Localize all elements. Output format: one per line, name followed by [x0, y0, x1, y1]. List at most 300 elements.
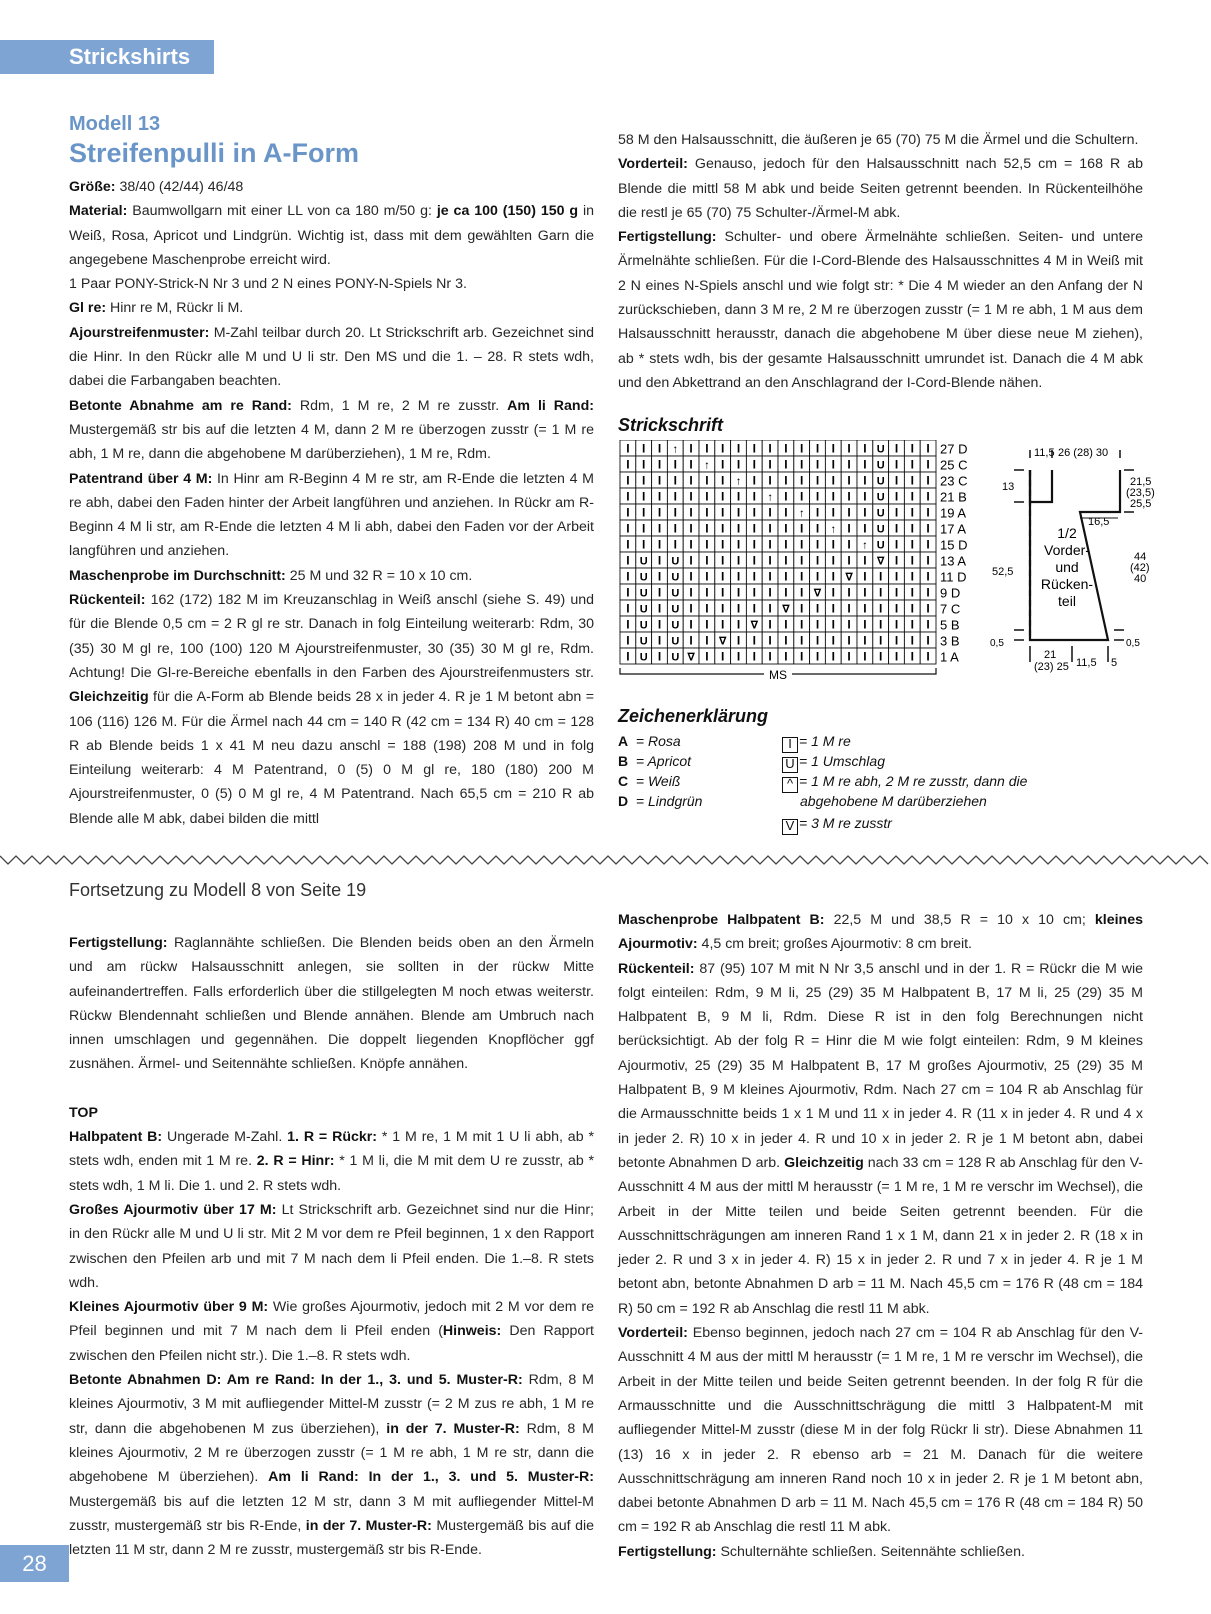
- chart-symbol: ↑: [767, 491, 773, 504]
- chart-symbol: I: [736, 617, 741, 632]
- chart-symbol: I: [689, 601, 693, 616]
- chart-symbol: U: [671, 571, 680, 584]
- chart-symbol: I: [831, 473, 835, 488]
- chart-symbol: I: [894, 489, 899, 504]
- chart-symbol: I: [626, 585, 630, 600]
- chart-symbol: U: [876, 459, 885, 472]
- chart-symbol: I: [926, 569, 930, 584]
- chart-symbol: U: [639, 619, 648, 632]
- k3tog-icon: V: [782, 819, 798, 835]
- chart-symbol: I: [657, 569, 662, 584]
- chart-symbol: I: [847, 441, 851, 456]
- chart-symbol: U: [639, 635, 648, 648]
- chart-symbol: I: [752, 473, 756, 488]
- chart-symbol: I: [721, 553, 725, 568]
- chart-symbol: I: [721, 569, 725, 584]
- chart-row-label: 7 C: [940, 601, 961, 617]
- chart-symbol: I: [721, 537, 725, 552]
- chart-symbol: I: [926, 649, 930, 664]
- chart-symbol: ∇: [813, 587, 822, 600]
- chart-symbol: I: [721, 441, 725, 456]
- chart-symbol: I: [626, 473, 630, 488]
- chart-symbol: I: [800, 617, 804, 632]
- chart-symbol: I: [768, 585, 772, 600]
- chart-symbol: I: [910, 649, 914, 664]
- chart-symbol: I: [673, 521, 677, 536]
- chart-symbol: I: [705, 601, 709, 616]
- chart-symbol: I: [815, 457, 820, 472]
- chart-symbol: I: [926, 505, 930, 520]
- chart-symbol: I: [815, 649, 820, 664]
- dim-bottom-21: 21: [1044, 649, 1057, 661]
- chart-symbol: I: [863, 633, 867, 648]
- chart-symbol: I: [642, 537, 646, 552]
- model-title: Streifenpulli in A-Form: [69, 138, 359, 168]
- chart-symbol: I: [657, 473, 662, 488]
- chart-symbol: I: [626, 505, 630, 520]
- chart-symbol: I: [815, 489, 820, 504]
- chart-symbol: U: [876, 523, 885, 536]
- chart-row-label: 11 D: [940, 569, 967, 585]
- chart-symbol: I: [626, 601, 630, 616]
- chart-symbol: I: [863, 585, 867, 600]
- chart-symbol: I: [879, 585, 883, 600]
- page-number: 28: [0, 1545, 69, 1582]
- chart-symbol: U: [671, 619, 680, 632]
- chart-symbol: I: [831, 489, 835, 504]
- chart-symbol: I: [721, 521, 725, 536]
- chart-symbol: I: [689, 457, 693, 472]
- dim-right-44: 44: [1134, 551, 1147, 563]
- zigzag-divider: [0, 852, 1211, 868]
- chart-symbol: I: [926, 601, 930, 616]
- chart-symbol: I: [815, 473, 820, 488]
- chart-symbol: I: [910, 601, 914, 616]
- chart-symbol: I: [800, 521, 804, 536]
- chart-symbol: I: [736, 505, 741, 520]
- chart-symbol: I: [673, 457, 677, 472]
- chart-symbol: I: [894, 601, 899, 616]
- chart-symbol: I: [863, 521, 867, 536]
- chart-symbol: I: [752, 569, 756, 584]
- chart-symbol: I: [768, 617, 772, 632]
- model-left-column: Größe: 38/40 (42/44) 46/48 Material: Baumwollgarn mit einer LL von ca 180 m/50 g: je ca 100 (150) 150 g in Weiß, Rosa, Apricot und Lindgrün. Wichtig ist, dass mit dem gewählten Garn die angegebene Maschenprobe erreicht wird. 1 Paar PONY-Strick-N Nr 3 und 2 N eines PONY-N-Spiels Nr 3. Gl re: Hinr re M, Rückr li M. Ajourstreifenmuster: M-Zahl teilbar durch 20. Lt Strickschrift arb. Gezeichnet sind die Hinr. In den Rückr alle M und U li str. Den MS und die 1. – 28. R stets wdh, dabei die Farbangaben beachten. Betonte Abnahme am re Rand: Rdm, 1 M re, 2 M re zusstr. Am li Rand: Mustergemäß str bis auf die letzten 4 M, dann 2 M re überzogen zusstr (= 1 M re abh, 1 M re, dann die abgehobene M darüberziehen), 1 M re, Rdm. Patentrand über 4 M: In Hinr am R-Beginn 4 M re str, am R-Ende die letzten 4 M re abh, dabei den Faden hinter der Arbeit langführen und anziehen. In Rückr am R-Beginn 4 M li str, am R-Ende die letzten 4 M li abh, dabei den Faden vor der Arbeit langführen und anziehen. Maschenprobe im Durchschnitt: 25 M und 32 R = 10 x 10 cm. Rückenteil: 162 (172) 182 M im Kreuzanschlag in Weiß anschl (siehe S. 49) und für die Blende 0,5 cm = 2 R gl re str. Danach in folg Einteilung weiterarb: Rdm, 30 (35) 30 M gl re, 100 (100) 120 M Ajourstreifenmuster, 30 (35) 30 M gl re, Rdm. Achtung! Die Gl-re-Bereiche ebenfalls in den Farben des Ajourstreifenmusters str. Gleichzeitig für die A-Form ab Blende beids 28 x in jeder 4. R je 1 M betont abn = 106 (116) 126 M. Für die Ärmel nach 44 cm = 140 R (42 cm = 134 R) 40 cm = 128 R ab Blende beids 1 x 41 M neu dazu anschl = 188 (198) 208 M und in folg Einteilung weiterarb: 4 M Patentrand, 0 (5) 0 M gl re, 180 (180) 200 M Ajourstreifenmuster, 0 (5) 0 M gl re, 4 M Patentrand. Nach 65,5 cm = 210 R ab Blende alle M abk, dabei bilden die mittl: [69, 179, 595, 827]
- chart-symbol: I: [784, 537, 788, 552]
- chart-row-label: 25 C: [940, 457, 968, 473]
- dim-right-40: 40: [1134, 573, 1147, 585]
- chart-symbol: I: [784, 441, 788, 456]
- chart-symbol: U: [671, 603, 680, 616]
- chart-symbol: I: [705, 505, 709, 520]
- model-right-column: 58 M den Halsausschnitt, die äußeren je 65 (70) 75 M die Ärmel und die Schultern. Vorderteil: Genauso, jedoch für den Halsausschnitt nach 52,5 cm = 168 R ab Blende die mittl 58 M abk und beide Seiten getrennt beenden. In Rückenteilhöhe die restl je 65 (70) 75 Schulter-/Ärmel-M abk. Fertigstellung: Schulter- und obere Ärmelnähte schließen. Seiten- und untere Ärmelnähte schließen. Für die I-Cord-Blende des Halsausschnittes 4 M in Weiß mit 2 N eines N-Spiels anschl und wie folgt str: * Die 4 M wieder an den Anfang der N zurückschieben, dann 3 M re, 2 M re überzogen zusstr (= 1 M re abh, 1 M aus dem Halsausschnitt herausstr, danach die abgehobene M über diese neue M ziehen), ab * stets wdh, bis der gesamte Halsausschnitt umrundet ist. Danach die 4 M abk und den Abkettrand an den Anschlagrand der I-Cord-Blende nähen.: [618, 132, 1143, 391]
- dim-right-1: 21,5: [1130, 476, 1152, 488]
- chart-symbol: I: [926, 441, 930, 456]
- chart-symbol: I: [657, 521, 662, 536]
- chart-symbol: I: [815, 441, 820, 456]
- chart-symbol: I: [831, 537, 835, 552]
- chart-symbol: I: [815, 601, 820, 616]
- chart-symbol: I: [768, 537, 772, 552]
- chart-symbol: I: [910, 617, 914, 632]
- chart-symbol: I: [626, 569, 630, 584]
- chart-symbol: I: [910, 473, 914, 488]
- chart-symbol: I: [894, 441, 899, 456]
- continuation-right-column: Maschenprobe Halbpatent B: 22,5 M und 38,5 R = 10 x 10 cm; kleines Ajourmotiv: 4,5 cm breit; großes Ajourmotiv: 8 cm breit. Rückenteil: 87 (95) 107 M mit N Nr 3,5 anschl und in der 1. R = Rückr die M wie folgt einteilen: Rdm, 9 M li, 25 (29) 35 M Halbpatent B, 17 M li, 25 (29) 35 M Halbpatent B, 9 M li, Rdm. Diese R ist in den folg Berechnungen nicht berücksichtigt. Ab der folg R = Hinr die M wie folgt einteilen: Rdm, 9 M kleines Ajourmotiv, 25 (29) 35 M Halbpatent B, 17 M großes Ajourmotiv, 25 (29) 35 M Halbpatent B, 9 M kleines Ajourmotiv, Rdm. Nach 27 cm = 104 R ab Anschlag für die Armausschnitte beids 1 x 1 M und 11 x in jeder 4. R (11 x in jeder 4. R und 4 x in jeder 2. R) 10 x in jeder 4. R und 10 x in jeder 2. R je 1 M betont abn, dabei betonte Abnahmen D arb. Gleichzeitig nach 33 cm = 128 R ab Anschlag für den V-Ausschnitt 4 M aus der mittl M herausstr (= 1 M re, 1 M re verschr im Wechsel), die Arbeit in der Mitte teilen und beide Seiten getrennt beenden. Für die Ausschnittschrägungen am inneren Rand 1 x 1 M, dann 21 x in jeder 2. R (18 x in jeder 2. R und 3 x in jeder 4. R) 15 x in jeder 2. R und 7 x in jeder 4. R je 1 M betont abn, betonte Abnahmen D arb = 11 M. Nach 45,5 cm = 176 R (48 cm = 184 R) 50 cm = 192 R ab Anschlag die restl 11 M abk. Vorderteil: Ebenso beginnen, jedoch nach 27 cm = 104 R ab Anschlag für den V-Ausschnitt 4 M aus der mittl M herausstr (= 1 M re, 1 M re verschr im Wechsel), die Arbeit in der Mitte teilen und beide Seiten getrennt beenden. In der folg R für die Armausschnitte und die Ausschnittschrägung die mittl 3 Halbpatent-M mit aufliegender Mittel-M zusstr (diese M in der folg Rückr li str). Diese Abnahmen 11 (13) 16 x in jeder 2. R ebenso arb = 21 M. Danach für die weitere Ausschnittschrägung am inneren Rand noch 10 x in jeder 2. R je 1 M betont abn, dabei betonte Abnahmen D arb = 11 M. Nach 45,5 cm = 176 R (48 cm = 184 R) 50 cm = 192 R ab Anschlag die restl 11 M abk. Fertigstellung: Schulternähte schließen. Seitennähte schließen.: [618, 912, 1144, 1560]
- dim-right-42: (42): [1130, 562, 1150, 574]
- chart-symbol: I: [910, 585, 914, 600]
- dim-right-2: (23,5): [1126, 487, 1155, 499]
- chart-symbol: I: [894, 633, 899, 648]
- chart-symbol: I: [910, 537, 914, 552]
- chart-symbol: I: [768, 649, 772, 664]
- chart-symbol: I: [626, 537, 630, 552]
- chart-symbol: I: [800, 569, 804, 584]
- chart-symbol: I: [894, 473, 899, 488]
- chart-symbol: I: [847, 505, 851, 520]
- chart-symbol: I: [689, 537, 693, 552]
- chart-title: Strickschrift: [618, 415, 724, 435]
- chart-symbol: I: [689, 633, 693, 648]
- chart-symbol: I: [894, 617, 899, 632]
- chart-symbol: I: [815, 569, 820, 584]
- chart-symbol: I: [705, 617, 709, 632]
- chart-symbol: ∇: [750, 619, 759, 632]
- chart-symbol: I: [894, 521, 899, 536]
- dim-top-left: 11,5: [1034, 447, 1055, 459]
- chart-symbol: I: [847, 473, 851, 488]
- chart-symbol: I: [768, 569, 772, 584]
- chart-symbol: I: [689, 569, 693, 584]
- dim-right-3: 25,5: [1130, 498, 1152, 510]
- garment-schematic: [990, 440, 1170, 680]
- chart-symbol: I: [626, 633, 630, 648]
- chart-symbol: I: [642, 457, 646, 472]
- chart-symbol: ∇: [845, 571, 853, 584]
- chart-symbol: I: [926, 489, 930, 504]
- chart-symbol: I: [736, 441, 741, 456]
- chart-symbol: U: [671, 555, 680, 568]
- chart-symbol: I: [879, 601, 883, 616]
- chart-symbol: I: [800, 649, 804, 664]
- chart-symbol: I: [800, 457, 804, 472]
- chart-symbol: I: [784, 505, 788, 520]
- chart-symbol: ↑: [830, 523, 837, 536]
- chart-symbol: I: [847, 617, 851, 632]
- chart-row-label: 1 A: [940, 649, 959, 665]
- chart-symbol: I: [894, 537, 899, 552]
- chart-symbol: I: [784, 457, 788, 472]
- chart-symbol: ↑: [735, 475, 742, 488]
- chart-symbol: I: [847, 553, 851, 568]
- chart-symbol: I: [768, 505, 772, 520]
- chart-symbol: I: [721, 505, 725, 520]
- chart-symbol: I: [736, 521, 741, 536]
- chart-symbol: I: [721, 617, 725, 632]
- chart-symbol: I: [689, 617, 693, 632]
- chart-symbol: I: [768, 457, 772, 472]
- chart-symbol: I: [800, 553, 804, 568]
- chart-symbol: I: [657, 633, 662, 648]
- chart-symbol: I: [642, 521, 646, 536]
- repeat-label: MS: [769, 668, 787, 682]
- chart-symbol: I: [705, 521, 709, 536]
- chart-symbol: I: [784, 649, 788, 664]
- chart-symbol: I: [689, 585, 693, 600]
- chart-symbol: I: [926, 617, 930, 632]
- chart-symbol: I: [752, 489, 756, 504]
- chart-symbol: I: [784, 585, 788, 600]
- chart-symbol: I: [815, 505, 820, 520]
- chart-symbol: I: [863, 617, 867, 632]
- chart-symbol: I: [689, 441, 693, 456]
- schematic-label-2: Vorder-: [1044, 542, 1090, 558]
- chart-symbol: I: [926, 457, 930, 472]
- chart-symbol: I: [863, 505, 867, 520]
- chart-symbol: I: [626, 521, 630, 536]
- chart-symbol: I: [705, 489, 709, 504]
- chart-symbol: ∇: [687, 651, 695, 664]
- chart-symbol: I: [847, 649, 851, 664]
- chart-symbol: I: [863, 569, 867, 584]
- chart-symbol: I: [815, 553, 820, 568]
- chart-symbol: I: [721, 585, 725, 600]
- chart-symbol: I: [642, 505, 646, 520]
- chart-symbol: I: [800, 601, 804, 616]
- chart-symbol: I: [926, 553, 930, 568]
- chart-symbol: I: [831, 633, 835, 648]
- chart-row-label: 17 A: [940, 521, 967, 537]
- chart-symbol: I: [894, 457, 899, 472]
- chart-symbol: I: [721, 649, 725, 664]
- legend-title: Zeichenerklärung: [618, 706, 769, 726]
- chart-symbol: I: [910, 489, 914, 504]
- chart-symbol: I: [752, 457, 756, 472]
- chart-symbol: I: [831, 553, 835, 568]
- chart-symbol: I: [626, 457, 630, 472]
- chart-symbol: I: [784, 521, 788, 536]
- chart-symbol: I: [784, 489, 788, 504]
- chart-symbol: I: [768, 553, 772, 568]
- chart-symbol: I: [673, 505, 677, 520]
- chart-symbol: I: [721, 457, 725, 472]
- chart-row-label: 27 D: [940, 441, 968, 457]
- chart-symbol: I: [894, 569, 899, 584]
- chart-symbol: I: [894, 585, 899, 600]
- double-decrease-icon: ^: [782, 777, 798, 793]
- dim-inner-165: 16,5: [1088, 516, 1110, 528]
- chart-symbol: I: [926, 473, 930, 488]
- chart-symbol: I: [815, 537, 820, 552]
- chart-symbol: U: [639, 571, 648, 584]
- chart-symbol: I: [910, 553, 914, 568]
- chart-symbol: ∇: [782, 603, 790, 616]
- chart-symbol: I: [863, 441, 867, 456]
- chart-symbol: I: [894, 553, 899, 568]
- chart-symbol: I: [736, 553, 741, 568]
- chart-symbol: I: [752, 441, 756, 456]
- model-number: Modell 13: [69, 113, 161, 135]
- chart-symbol: U: [639, 603, 648, 616]
- chart-symbol: I: [784, 553, 788, 568]
- chart-symbol: I: [815, 521, 820, 536]
- chart-symbol: I: [863, 649, 867, 664]
- chart-symbol: I: [736, 649, 741, 664]
- knitting-chart: [618, 440, 983, 696]
- knit-stitch-icon: I: [782, 737, 798, 753]
- chart-symbol: I: [642, 473, 646, 488]
- chart-symbol: I: [626, 441, 630, 456]
- chart-symbol: I: [910, 441, 914, 456]
- chart-symbol: I: [831, 441, 835, 456]
- chart-symbol: I: [847, 537, 851, 552]
- chart-symbol: U: [639, 555, 648, 568]
- chart-symbol: I: [831, 617, 835, 632]
- chart-symbol: I: [910, 505, 914, 520]
- chart-symbol: I: [736, 601, 741, 616]
- schematic-label-4: Rücken-: [1040, 576, 1094, 592]
- chart-symbol: U: [876, 507, 885, 520]
- continuation-title: Fortsetzung zu Modell 8 von Seite 19: [69, 880, 367, 900]
- chart-symbol: I: [721, 473, 725, 488]
- chart-symbol: I: [626, 553, 630, 568]
- schematic-neckline: [1030, 470, 1052, 502]
- chart-symbol: I: [752, 649, 756, 664]
- chart-symbol: U: [876, 539, 885, 552]
- chart-symbol: I: [705, 633, 709, 648]
- chart-symbol: I: [657, 505, 662, 520]
- chart-symbol: I: [752, 601, 756, 616]
- chart-symbol: I: [847, 601, 851, 616]
- chart-symbol: I: [784, 633, 788, 648]
- chart-symbol: I: [657, 441, 662, 456]
- chart-symbol: ↑: [798, 507, 805, 520]
- chart-symbol: I: [736, 537, 741, 552]
- dim-bottom-115: 11,5: [1076, 657, 1097, 669]
- chart-symbol: I: [863, 457, 867, 472]
- chart-symbol: I: [879, 633, 883, 648]
- chart-symbol: I: [910, 521, 914, 536]
- yarn-over-icon: U: [782, 757, 798, 773]
- chart-symbol: I: [910, 633, 914, 648]
- chart-symbol: U: [639, 587, 648, 600]
- chart-symbol: I: [910, 569, 914, 584]
- chart-row-label: 23 C: [940, 473, 968, 489]
- chart-symbol: I: [847, 585, 851, 600]
- chart-symbol: U: [876, 491, 885, 504]
- chart-symbol: I: [863, 601, 867, 616]
- chart-row-label: 5 B: [940, 617, 960, 633]
- chart-row-label: 21 B: [940, 489, 967, 505]
- chart-symbol: I: [657, 649, 662, 664]
- dim-left-525: 52,5: [992, 566, 1014, 578]
- dim-bottom-23: (23) 25: [1034, 661, 1069, 673]
- chart-symbol: I: [800, 473, 804, 488]
- chart-symbol: I: [673, 537, 677, 552]
- chart-symbol: I: [657, 601, 662, 616]
- chart-symbol: I: [752, 553, 756, 568]
- chart-row-label: 19 A: [940, 505, 967, 521]
- chart-symbol: I: [800, 585, 804, 600]
- chart-symbol: I: [926, 633, 930, 648]
- chart-symbol: I: [784, 569, 788, 584]
- dim-left-05: 0,5: [990, 638, 1004, 649]
- chart-symbol: I: [926, 521, 930, 536]
- chart-symbol: I: [689, 489, 693, 504]
- chart-symbol: I: [721, 489, 725, 504]
- chart-symbol: ↑: [704, 459, 710, 472]
- chart-row-label: 15 D: [940, 537, 968, 553]
- chart-symbol: I: [657, 617, 662, 632]
- chart-symbol: I: [863, 489, 867, 504]
- chart-symbol: I: [847, 633, 851, 648]
- chart-symbol: I: [847, 521, 851, 536]
- chart-symbol: I: [657, 489, 662, 504]
- chart-symbol: I: [705, 537, 709, 552]
- chart-symbol: I: [752, 585, 756, 600]
- chart-symbol: I: [910, 457, 914, 472]
- chart-symbol: I: [831, 649, 835, 664]
- chart-symbol: I: [894, 505, 899, 520]
- chart-symbol: ↑: [862, 539, 868, 552]
- dim-right-05: 0,5: [1126, 638, 1140, 649]
- schematic-label-3: und: [1055, 559, 1079, 575]
- chart-symbol: I: [673, 473, 677, 488]
- dim-top-mid: 26 (28) 30: [1058, 447, 1109, 459]
- chart-symbol: I: [831, 505, 835, 520]
- chart-symbol: I: [847, 489, 851, 504]
- chart-symbol: U: [671, 635, 680, 648]
- chart-symbol: I: [657, 457, 662, 472]
- chart-symbol: I: [642, 489, 646, 504]
- chart-symbol: I: [705, 553, 709, 568]
- chart-symbol: I: [768, 601, 772, 616]
- chart-symbol: I: [879, 569, 883, 584]
- chart-symbol: I: [894, 649, 899, 664]
- chart-symbol: I: [831, 457, 835, 472]
- chart-symbol: I: [736, 633, 741, 648]
- chart-symbol: I: [626, 489, 630, 504]
- chart-symbol: I: [657, 553, 662, 568]
- schematic-label-1: 1/2: [1057, 525, 1077, 541]
- chart-symbol: I: [752, 521, 756, 536]
- chart-symbol: I: [705, 569, 709, 584]
- chart-symbol: I: [705, 473, 709, 488]
- chart-row-label: 13 A: [940, 553, 967, 569]
- schematic-label-5: teil: [1058, 593, 1076, 609]
- section-tab: Strickshirts: [0, 40, 214, 74]
- chart-symbol: I: [705, 649, 709, 664]
- chart-symbol: I: [768, 521, 772, 536]
- chart-symbol: I: [831, 569, 835, 584]
- chart-symbol: I: [784, 617, 788, 632]
- chart-symbol: I: [689, 553, 693, 568]
- chart-symbol: I: [926, 537, 930, 552]
- chart-row-label: 9 D: [940, 585, 961, 601]
- chart-symbol: U: [876, 475, 885, 488]
- chart-symbol: ↑: [672, 443, 679, 456]
- chart-symbol: I: [768, 441, 772, 456]
- chart-symbol: I: [800, 441, 804, 456]
- chart-symbol: I: [768, 633, 772, 648]
- chart-symbol: U: [671, 587, 680, 600]
- chart-symbol: I: [736, 569, 741, 584]
- chart-symbol: I: [689, 473, 693, 488]
- chart-symbol: U: [876, 443, 885, 456]
- chart-symbol: I: [673, 489, 677, 504]
- chart-symbol: I: [800, 633, 804, 648]
- chart-symbol: ∇: [718, 635, 727, 648]
- dim-left-13: 13: [1002, 481, 1015, 493]
